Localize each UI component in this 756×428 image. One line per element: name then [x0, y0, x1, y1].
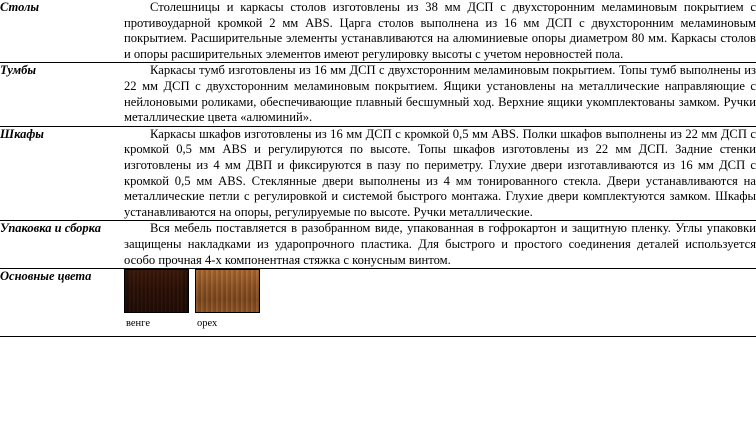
table-row	[0, 63, 756, 126]
swatch-caption-oreh: орех	[197, 318, 218, 330]
paragraph-upakovka: Вся мебель поставляется в разобранном виде, упакованная в гофрокартон и защитную пленку. Углы упаковки защищены накладками из ударопрочного пластика. Для быстрого и простого соединения деталей используется особо прочная 4-х компонентная стяжка с конусным винтом.	[124, 221, 756, 267]
swatch-item-venge	[124, 269, 189, 330]
paragraph-tumby: Каркасы тумб изготовлены из 16 мм ДСП с двухсторонним меламиновым покрытием. Топы тумб выполнены из 22 мм ДСП с двухсторонним меламиновым покрытием. Ящики установлены на металлические направляющие с нейлоновыми роликами, обеспечивающие плавный бесшумный ход. Верхние ящики укомплектованы замком. Ручки металлические цвета «алюминий».	[124, 63, 756, 125]
table-row	[0, 0, 756, 63]
table-row	[0, 221, 756, 269]
paragraph-shkafy: Каркасы шкафов изготовлены из 16 мм ДСП с кромкой 0,5 мм ABS. Полки шкафов выполнены из 22 мм ДСП с кромкой 0,5 мм ABS и регулируются по высоте. Топы шкафов изготовлены из 22 мм ДСП. Задние стенки изготовлены из 4 мм ДВП и фиксируются в пазу по периметру. Глухие двери изготавливаются из 16 мм ДСП с кромкой 0,5 мм ABS. Стеклянные двери выполнены из 4 мм тонированного стекла. Двери устанавливаются на металлические петли с регулировкой и системой быстрого монтажа. Глухие двери комплектуются замком. Шкафы устанавливаются на опоры, регулируемые по высоте. Ручки металлические.	[124, 126, 756, 219]
swatch-color-venge	[124, 269, 189, 313]
row-text-tumby	[124, 63, 756, 126]
row-text-shkafy	[124, 126, 756, 221]
table-row-colors	[0, 269, 756, 331]
row-label-stoly: Столы	[0, 0, 40, 14]
swatch-caption-venge: венге	[126, 318, 151, 330]
row-label-osnovnye-cveta: Основные цвета	[0, 269, 124, 331]
color-swatches	[124, 269, 756, 331]
row-label-tumby: Тумбы	[0, 63, 124, 126]
paragraph-stoly: Столешницы и каркасы столов изготовлены из 38 мм ДСП с двухсторонним меламиновым покрытием с противоударной кромкой 2 мм ABS. Царга столов выполнена из 16 мм ДСП с двухсторонним меламиновым покрытием. Расширительные элементы устанавливаются на алюминиевые опоры диаметром 80 мм. Каркасы столов и опоры расширительных элементов имеют регулировку высоты с учетом неровностей пола.	[124, 0, 756, 61]
row-label-upakovka: Упаковка и сборка	[0, 221, 124, 269]
swatch-item-oreh	[195, 269, 260, 330]
bottom-divider	[0, 336, 756, 337]
row-label-shkafy: Шкафы	[0, 126, 124, 221]
table-row	[0, 126, 756, 221]
row-text-stoly	[124, 0, 756, 63]
row-text-upakovka	[124, 221, 756, 269]
swatch-row	[124, 269, 756, 330]
swatch-color-oreh	[195, 269, 260, 313]
